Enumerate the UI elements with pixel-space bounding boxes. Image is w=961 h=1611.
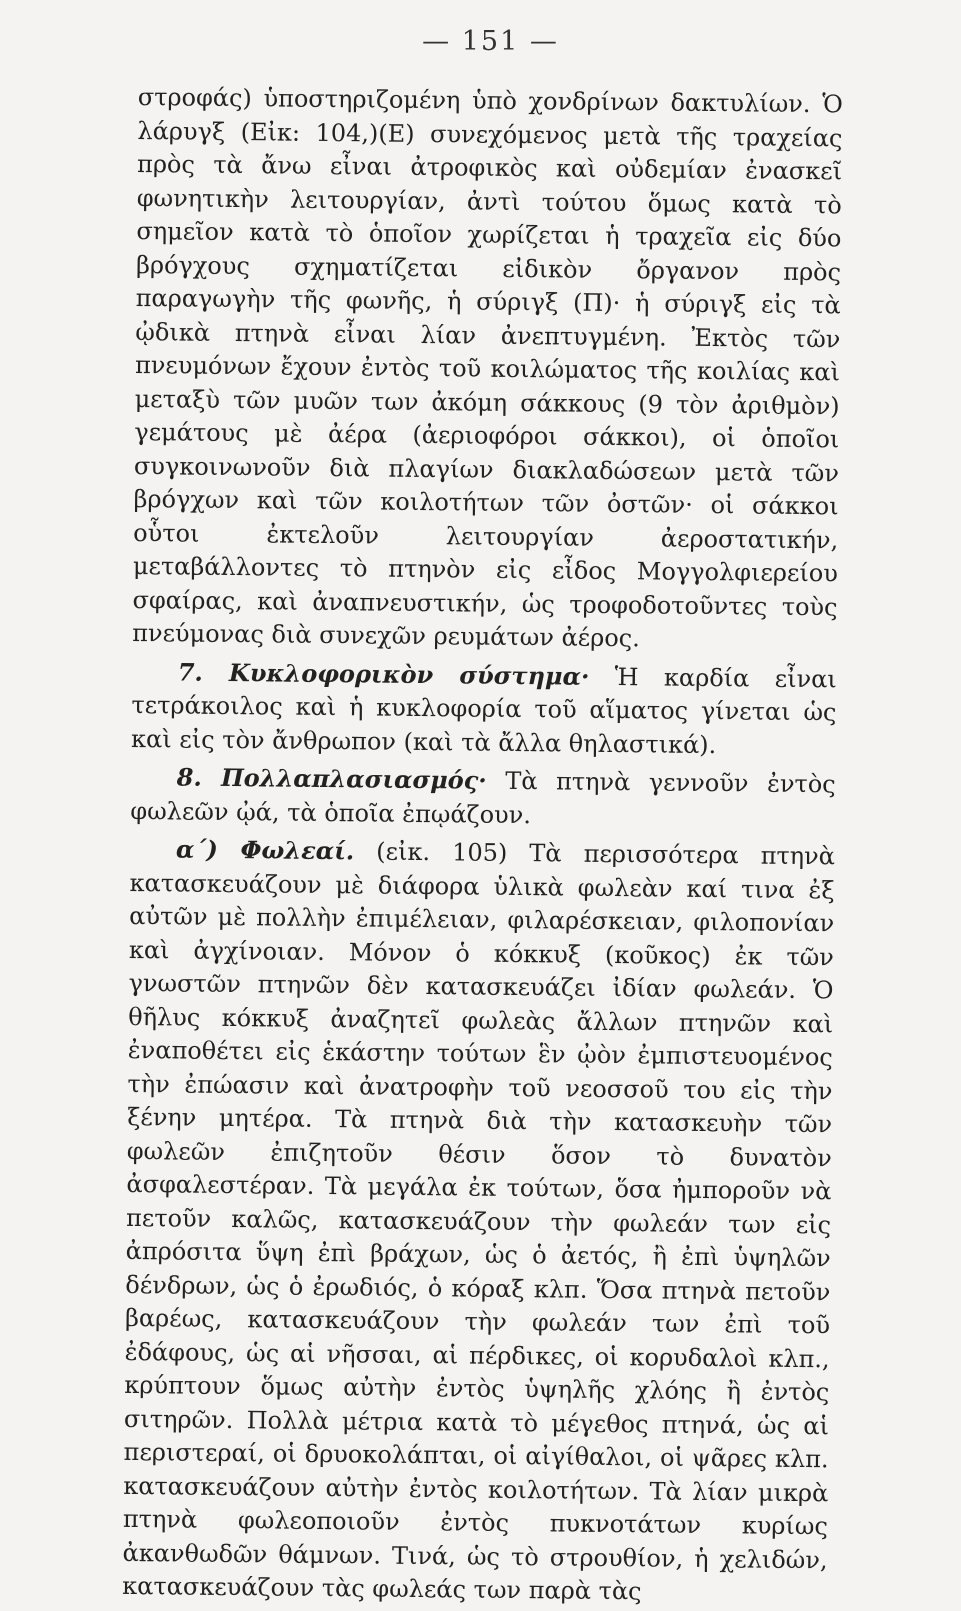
paragraph-text: Τὰ πτηνὰ γεννοῦν ἐντὸς φωλεῶν ᾠά, τὰ ὁποῖα ἐπῳάζουν. [130,766,836,829]
section-heading-nests: α΄) Φωλεαί. [175,834,355,866]
page-number: — 151 — [422,26,559,57]
paragraph-text: Ἡ καρδία εἶναι τετράκοιλος καὶ ἡ κυκλοφορία τοῦ αἵματος γίνεται ὡς καὶ εἰς τὸν ἄνθρωπον (καὶ τὰ ἄλλα θηλαστικά). [130,662,837,759]
section-heading-reproduction: 8. Πολλαπλασιασμός· [176,762,487,795]
paragraph-circulatory [131,654,837,763]
section-heading-circulatory: 7. Κυκλοφορικὸν σύστημα· [177,656,590,691]
paragraph-nests [122,832,835,1611]
paragraph-text: (εἰκ. 105) Τὰ περισσότερα πτηνὰ κατασκευάζουν μὲ διάφορα ὑλικὰ φωλεὰν καί τινα ἐξ αὐτῶν μὲ πολλὴν ἐπιμέλειαν, φιλαρέσκειαν, φιλοπονίαν καὶ ἀγχίνοιαν. Μόνον ὁ κόκκυξ (κοῦκος) ἐκ τῶν γνωστῶν πτηνῶν δὲν κατασκευάζει ἰδίαν φωλεάν. Ὁ θῆλυς κόκκυξ ἀναζητεῖ φωλεὰς ἄλλων πτηνῶν καὶ ἐναποθέτει εἰς ἑκάστην τούτων ἓν ᾠὸν ἐμπιστευομένος τὴν ἐπώασιν καὶ ἀνατροφὴν τοῦ νεοσσοῦ του εἰς τὴν ξένην μητέρα. Τὰ πτηνὰ διὰ τὴν κατασκευὴν τῶν φωλεῶν ἐπιζητοῦν θέσιν ὅσον τὸ δυνατὸν ἀσφαλεστέραν. Τὰ μεγάλα ἐκ τούτων, ὅσα ἠμποροῦν νὰ πετοῦν καλῶς, κατασκευάζουν τὴν φωλεάν των εἰς ἀπρόσιτα ὕψη ἐπὶ βράχων, ὡς ὁ ἀετός, ἢ ἐπὶ ὑψηλῶν δένδρων, ὡς ὁ ἐρωδιός, ὁ κόραξ κλπ. Ὅσα πτηνὰ πετοῦν βαρέως, κατασκευάζουν τὴν φωλεάν των ἐπὶ τοῦ ἐδάφους, ὡς αἱ νῆσσαι, αἱ πέρδικες, οἱ κορυδαλοὶ κλπ., κρύπτουν ὅμως αὐτὴν ἐντὸς ὑψηλῆς χλόης ἢ ἐντὸς σιτηρῶν. Πολλὰ μέτρια κατὰ τὸ μέγεθος πτηνά, ὡς αἱ περιστεραί, οἱ δρυοκολάπται, οἱ αἰγίθαλοι, οἱ ψᾶρες κλπ. κατασκευάζουν αὐτὴν ἐντὸς κοιλοτήτων. Τὰ λίαν μικρὰ πτηνὰ φωλεοποιοῦν ἐντὸς πυκνοτάτων κυρίως ἀκανθωδῶν θάμνων. Τινά, ὡς τὸ στρουθίον, ἡ χελιδών, κατασκευάζουν τὰς φωλεάς των παρὰ τὰς [122,837,836,1606]
paragraph-respiratory [132,81,843,658]
paragraph-text: στροφάς) ὑποστηριζομένη ὑπὸ χονδρίνων δακτυλίων. Ὁ λάρυγξ (Εἰκ: 104,)(Ε) συνεχόμενος μετὰ τῆς τραχείας πρὸς τὰ ἄνω εἶναι ἀτροφικὸς καὶ οὐδεμίαν ἐνασκεῖ φωνητικὴν λειτουργίαν, ἀντὶ τούτου ὅμως κατὰ τὸ σημεῖον κατὰ τὸ ὁποῖον χωρίζεται ἡ τραχεῖα εἰς δύο βρόγχους σχηματίζεται εἰδικὸν ὄργανον πρὸς παραγωγὴν τῆς φωνῆς, ἡ σύριγξ (Π)· ἡ σύριγξ εἰς τὰ ᾠδικὰ πτηνὰ εἶναι λίαν ἀνεπτυγμένη. Ἐκτὸς τῶν πνευμόνων ἔχουν ἐντὸς τοῦ κοιλώματος τῆς κοιλίας καὶ μεταξὺ τῶν μυῶν των ἀκόμη σάκκους (9 τὸν ἀριθμὸν) γεμάτους μὲ ἀέρα (ἀεριοφόροι σάκκοι), οἱ ὁποῖοι συγκοινωνοῦν διὰ πλαγίων διακλαδώσεων μετὰ τῶν βρόγχων καὶ τῶν κοιλοτήτων τῶν ὀστῶν· οἱ σάκκοι οὗτοι ἐκτελοῦν λειτουργίαν ἀεροστατικήν, μεταβάλλοντες τὸ πτηνὸν εἰς εἶδος Μογγολφιερείου σφαίρας, καὶ ἀναπνευστικήν, ὡς τροφοδοτοῦντες τοὺς πνεύμονας διὰ συνεχῶν ρευμάτων ἀέρος. [132,82,843,653]
body-text [122,81,843,1611]
paragraph-reproduction [130,760,836,835]
